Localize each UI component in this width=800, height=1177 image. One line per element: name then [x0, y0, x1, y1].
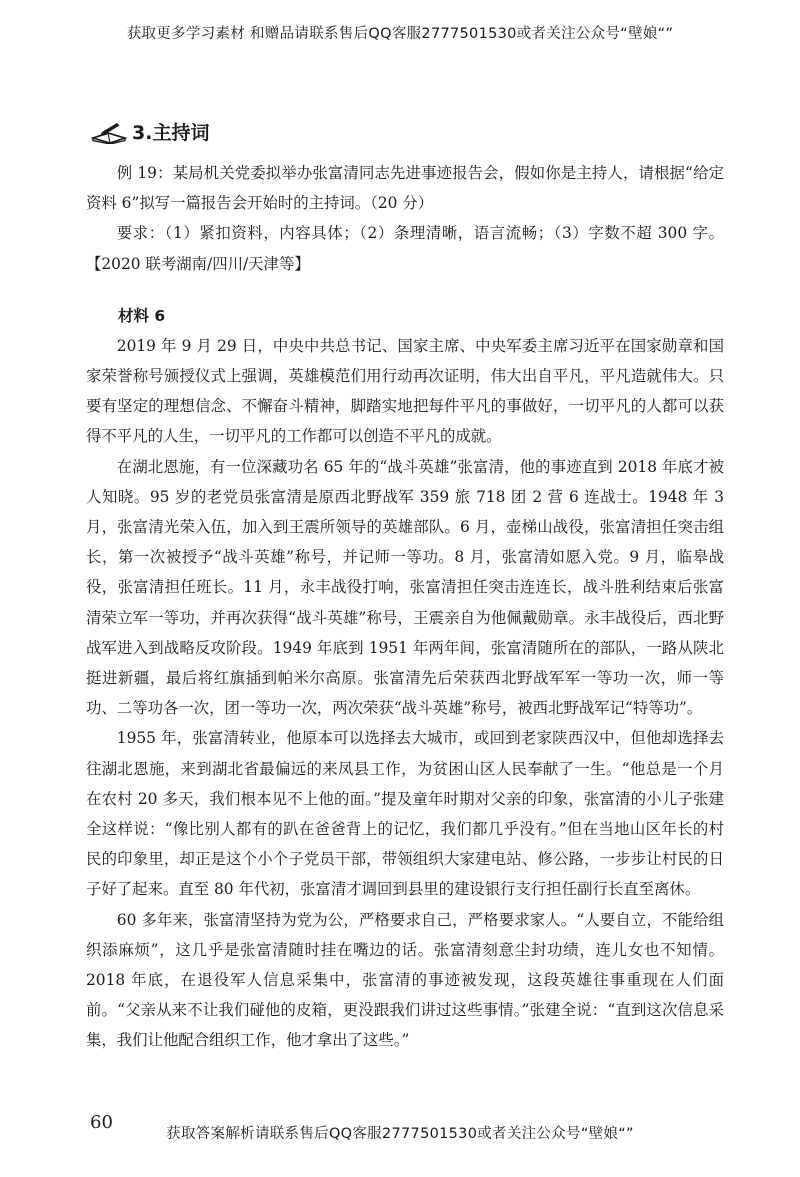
header-banner: 获取更多学习素材 和赠品请联系售后QQ客服2777501530或者关注公众号“壁娘“” [126, 26, 674, 42]
example-question: 例 19：某局机关党委拟举办张富清同志先进事迹报告会，假如你是主持人，请根据“给定资料 6”拟写一篇报告会开始时的主持词。（20 分） [86, 164, 724, 213]
material-title: 材料 6 [118, 306, 166, 325]
page-number: 60 [90, 1112, 113, 1133]
material-paragraph: 60 多年来，张富清坚持为党为公，严格要求自己，严格要求家人。“人要自立，不能给组织添麻烦”，这几乎是张富清随时挂在嘴边的话。张富清刻意尘封功绩，连儿女也不知情。2018 年底，在退役军人信息采集中，张富清的事迹被发现，这段英雄往事重现在人们面前。“父亲从来不让我们碰他的皮箱，更没跟我们讲过这些事情。”张建全说：“直到这次信息采集，我们让他配合组织工作，他才拿出了这些。” [86, 910, 724, 1050]
page-content [86, 158, 724, 1056]
material-paragraph: 2019 年 9 月 29 日，中央中共总书记、国家主席、中央军委主席习近平在国家勋章和国家荣誉称号颁授仪式上强调，英雄模范们用行动再次证明，伟大出自平凡，平凡造就伟大。只要有坚定的理想信念、不懈奋斗精神，脚踏实地把每件平凡的事做好，一切平凡的人都可以获得不平凡的人生，一切平凡的工作都可以创造不平凡的成就。 [86, 336, 724, 446]
book-pen-icon [90, 120, 128, 144]
example-requirements: 要求：（1）紧扣资料，内容具体；（2）条理清晰，语言流畅；（3）字数不超 300 字。【2020 联考湖南/四川/天津等】 [86, 224, 724, 273]
section-heading-text: 3.主持词 [132, 122, 210, 144]
footer-banner: 获取答案解析请联系售后QQ客服2777501530或者关注公众号“壁娘“” [166, 1126, 634, 1142]
material-paragraph: 1955 年，张富清转业，他原本可以选择去大城市，或回到老家陕西汉中，但他却选择去往湖北恩施，来到湖北省最偏远的来凤县工作，为贫困山区人民奉献了一生。“他总是一个月在农村 20 多天，我们根本见不上他的面。”提及童年时期对父亲的印象，张富清的小儿子张建全这样说：“像比别人都有的趴在爸爸背上的记忆，我们都几乎没有。”但在当地山区年长的村民的印象里，却正是这个小个子党员干部，带领组织大家建电站、修公路，一步步让村民的日子好了起来。直至 80 年代初，张富清才调回到县里的建设银行支行担任副行长直至离休。 [86, 729, 724, 899]
material-paragraph: 在湖北恩施，有一位深藏功名 65 年的“战斗英雄”张富清，他的事迹直到 2018 年底才被人知晓。95 岁的老党员张富清是原西北野战军 359 旅 718 团 2 营 6 连战士。1948 年 3 月，张富清光荣入伍，加入到王震所领导的英雄部队。6 月，壶梯山战役，张富清担任突击组长，第一次被授予“战斗英雄”称号，并记师一等功。8 月，张富清如愿入党。9 月，临皋战役，张富清担任班长。11 月，永丰战役打响，张富清担任突击连连长，战斗胜利结束后张富清荣立军一等功，并再次获得“战斗英雄”称号，王震亲自为他佩戴勋章。永丰战役后，西北野战军进入到战略反攻阶段。1949 年底到 1951 年两年间，张富清随所在的部队，一路从陕北挺进新疆，最后将红旗插到帕米尔高原。张富清先后荣获西北野战军军一等功一次，师一等功、二等功各一次，团一等功一次，两次荣获“战斗英雄”称号，被西北野战军记“特等功”。 [86, 457, 724, 718]
section-heading [90, 118, 209, 145]
